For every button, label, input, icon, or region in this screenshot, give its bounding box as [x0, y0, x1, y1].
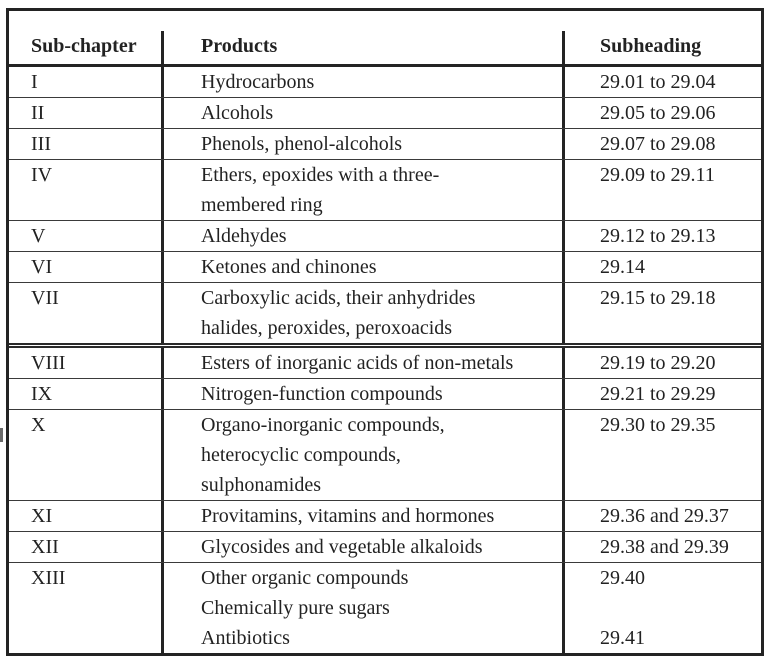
subchapter-cell — [9, 221, 164, 251]
products-cell — [164, 410, 565, 500]
product-line: heterocyclic compounds, — [201, 444, 401, 466]
subheading-cell — [565, 348, 761, 378]
subheading-cell — [565, 379, 761, 409]
product-line: Provitamins, vitamins and hormones — [201, 505, 495, 527]
subheading-cell — [565, 67, 761, 97]
subchapter-cell — [9, 501, 164, 531]
subheading-cell — [565, 501, 761, 531]
products-cell — [164, 532, 565, 562]
subchapter-numeral: III — [31, 133, 51, 155]
subchapter-cell — [9, 410, 164, 500]
subchapter-numeral: V — [31, 225, 46, 247]
subchapter-cell — [9, 98, 164, 128]
subchapter-cell — [9, 379, 164, 409]
products-cell — [164, 283, 565, 343]
product-line: Ketones and chinones — [201, 256, 377, 278]
subchapter-numeral: XII — [31, 536, 59, 558]
subheading-cell — [565, 129, 761, 159]
table-row — [9, 378, 761, 409]
product-line: Organo-inorganic compounds, — [201, 414, 445, 436]
table-row — [9, 343, 761, 378]
subheading-line: 29.21 to 29.29 — [600, 383, 716, 405]
subchapter-numeral: IX — [31, 383, 53, 405]
table-row — [9, 97, 761, 128]
subchapter-cell — [9, 348, 164, 378]
subheading-line: 29.14 — [600, 256, 645, 278]
subheading-cell — [565, 252, 761, 282]
product-line: Esters of inorganic acids of non-metals — [201, 352, 514, 374]
subheading-line: 29.09 to 29.11 — [600, 164, 715, 186]
products-cell — [164, 379, 565, 409]
subchapter-numeral: I — [31, 71, 38, 93]
subchapter-numeral: VIII — [31, 352, 66, 374]
table-row — [9, 562, 761, 653]
table-row — [9, 64, 761, 97]
page-edge-mark — [0, 428, 3, 442]
subchapter-numeral: IV — [31, 164, 53, 186]
products-cell — [164, 98, 565, 128]
subheading-line: 29.38 and 29.39 — [600, 536, 729, 558]
subchapter-numeral: II — [31, 102, 45, 124]
table-row — [9, 159, 761, 220]
subheading-line: 29.19 to 29.20 — [600, 352, 716, 374]
table-body — [9, 64, 761, 653]
header-subheading: Subheading — [600, 35, 702, 57]
subheading-cell — [565, 283, 761, 343]
product-line: Nitrogen-function compounds — [201, 383, 443, 405]
product-line: Antibiotics — [201, 627, 290, 649]
product-line: Ethers, epoxides with a three- — [201, 164, 440, 186]
products-cell — [164, 160, 565, 220]
header-subchapter: Sub-chapter — [9, 31, 164, 64]
product-line: Glycosides and vegetable alkaloids — [201, 536, 483, 558]
products-cell — [164, 67, 565, 97]
subchapter-cell — [9, 67, 164, 97]
product-line: Chemically pure sugars — [201, 597, 390, 619]
subheading-line: 29.40 — [600, 567, 645, 589]
subchapter-table — [6, 8, 764, 656]
table-row — [9, 409, 761, 500]
table-row — [9, 220, 761, 251]
product-line: Carboxylic acids, their anhydrides — [201, 287, 476, 309]
subheading-cell — [565, 98, 761, 128]
product-line: Other organic compounds — [201, 567, 409, 589]
subheading-line: 29.12 to 29.13 — [600, 225, 716, 247]
subchapter-numeral: X — [31, 414, 46, 436]
table-row — [9, 128, 761, 159]
product-line: Aldehydes — [201, 225, 287, 247]
subheading-line: 29.07 to 29.08 — [600, 133, 716, 155]
products-cell — [164, 501, 565, 531]
subchapter-cell — [9, 252, 164, 282]
product-line: Phenols, phenol-alcohols — [201, 133, 403, 155]
subheading-cell — [565, 160, 761, 220]
subheading-cell — [565, 532, 761, 562]
subchapter-cell — [9, 160, 164, 220]
table-row — [9, 500, 761, 531]
products-cell — [164, 252, 565, 282]
product-line: sulphonamides — [201, 474, 321, 496]
subchapter-numeral: VI — [31, 256, 53, 278]
product-line: Hydrocarbons — [201, 71, 315, 93]
products-cell — [164, 348, 565, 378]
subheading-cell — [565, 221, 761, 251]
subheading-line: 29.41 — [600, 627, 645, 649]
subheading-line: 29.05 to 29.06 — [600, 102, 716, 124]
table-row — [9, 531, 761, 562]
products-cell — [164, 129, 565, 159]
subheading-line: 29.30 to 29.35 — [600, 414, 716, 436]
product-line: membered ring — [201, 194, 323, 216]
table-row — [9, 251, 761, 282]
subheading-line — [600, 593, 761, 623]
table-header-row — [9, 11, 761, 64]
product-line: Alcohols — [201, 102, 274, 124]
subchapter-numeral: XIII — [31, 567, 66, 589]
products-cell — [164, 221, 565, 251]
subchapter-cell — [9, 283, 164, 343]
subchapter-cell — [9, 532, 164, 562]
subheading-line: 29.36 and 29.37 — [600, 505, 729, 527]
subheading-cell — [565, 563, 761, 653]
subheading-line: 29.01 to 29.04 — [600, 71, 716, 93]
subchapter-numeral: VII — [31, 287, 59, 309]
product-line: halides, peroxides, peroxoacids — [201, 317, 453, 339]
subheading-line: 29.15 to 29.18 — [600, 287, 716, 309]
subchapter-cell — [9, 129, 164, 159]
header-products: Products — [164, 31, 565, 64]
table-row — [9, 282, 761, 343]
subchapter-numeral: XI — [31, 505, 53, 527]
subheading-cell — [565, 410, 761, 500]
products-cell — [164, 563, 565, 653]
subchapter-cell — [9, 563, 164, 653]
